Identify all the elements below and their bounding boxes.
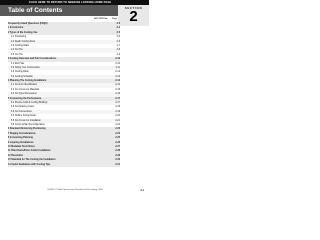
toc-entry-label: 3.3 Cooling Ratio: [11, 71, 29, 74]
toc-entry-label: 3.1 Roof Site: [11, 62, 25, 65]
toc-entry-page: 2-18: [115, 106, 120, 109]
toc-entry-page: 2-20: [115, 115, 120, 118]
footer-page-number: 2-1: [140, 189, 144, 192]
toc-entry-page: 2-10: [115, 62, 120, 65]
toc-entry-label: 1 Introduction: [8, 27, 24, 30]
toc-entry-label: 5.2 Cut Spacing Lower: [11, 106, 35, 109]
column-header-page: Page: [112, 18, 118, 20]
toc-entry-page: 2-30: [115, 159, 120, 162]
toc-entry-page: 2-10: [115, 58, 120, 61]
page-footer: [0, 189, 149, 195]
footer-text: GUIDE TO Radio Specification Standard for Ele Looking, 2008: [47, 189, 103, 191]
toc-entry-page: 2-6: [116, 40, 120, 43]
toc-entry-label: 5.6 Comp Ashlar Reconfiguration: [11, 123, 45, 126]
toc-entry-page: 2-9: [116, 53, 120, 56]
toc-entry-page: 2-22: [115, 123, 120, 126]
toc-entry-label: 8 Connecting Planning: [8, 137, 33, 140]
toc-entry-label: 13 Standard for The Cooling the Installation: [8, 159, 56, 162]
toc-entry-page: 2-12: [115, 71, 120, 74]
section-tab: [118, 5, 149, 26]
return-home-link[interactable]: CLICK HERE TO RETURN TO SEB/EOB LOOKING HOME PAGE: [28, 1, 112, 4]
toc-entry-page: 2-14: [115, 80, 120, 83]
toc-entry-page: 2-26: [115, 141, 120, 144]
toc-entry-label: 2.2 Depth Cooling Floor: [11, 40, 36, 43]
toc-entry-page: 2-23: [115, 128, 120, 131]
toc-entry-page: 2-3: [116, 23, 120, 25]
toc-entry-page: 2-19: [115, 110, 120, 113]
toc-entry-label: 4 Planning The Cooling Installation: [8, 80, 47, 83]
toc-entry-label: 10 Modulate Tests Notes: [8, 145, 35, 148]
toc-entry-label: 2.3 Cooling Walls: [11, 44, 29, 47]
column-header-section: SECTION No.: [94, 18, 108, 20]
toc-entry-label: 3.4 Cooling Schedule: [11, 75, 33, 78]
toc-entry-label: 5.4 Outline Sizing Detail: [11, 115, 36, 118]
toc-entry-page: 2-29: [115, 154, 120, 157]
page-title: Table of Contents: [8, 7, 63, 14]
toc-entry-label: 4.2 Cut Cross Cut Materials: [11, 88, 40, 91]
toc-entry-page: 2-24: [115, 132, 120, 135]
toc-entry-label: 3 Cooling Overview and Site Considerations: [8, 58, 57, 61]
toc-list: [8, 22, 120, 167]
section-number: 2: [129, 8, 138, 25]
toc-row[interactable]: [8, 163, 120, 167]
toc-entry-page: 2-15: [115, 88, 120, 91]
toc-entry-label: 2.4 Cut The: [11, 49, 23, 52]
toc-entry-label: 2 Types of Ele Cooling Use: [8, 31, 38, 34]
toc-entry-page: 2-16: [115, 93, 120, 96]
toc-entry-label: 14 Useful Guidelines with Cooling Tips: [8, 163, 51, 166]
toc-entry-page: 2-27: [115, 145, 120, 148]
section-label: SECTION: [124, 6, 143, 10]
toc-entry-page: 2-25: [115, 137, 120, 140]
toc-entry-label: 9 Layering Installations: [8, 141, 34, 144]
toc-entry-page: 2-17: [115, 102, 120, 105]
toc-entry-label: 11 Plant Ducts/Floor Ashlar Installation: [8, 150, 51, 153]
toc-entry-page: 2-28: [115, 150, 120, 153]
toc-entry-page: 2-17: [115, 97, 120, 100]
toc-entry-label: 5.3 Cut Connections: [11, 110, 32, 113]
toc-entry-label: 12 Resolution: [8, 154, 24, 157]
toc-entry-page: 2-5: [116, 36, 120, 39]
toc-entry-label: 5.1 Precise Cold & Cooling Building: [11, 102, 48, 105]
toc-entry-page: 2-21: [115, 119, 120, 122]
toc-entry-label: 7 Staging Considerations: [8, 132, 36, 135]
toc-entry-page: 2-5: [116, 31, 120, 34]
toc-entry-label: 5 Connecting the Performance: [8, 97, 42, 100]
toc-entry-label: 2.1 Introducing: [11, 36, 27, 39]
toc-entry-label: 4.1 Cut Intro Identification: [11, 84, 38, 87]
toc-entry-label: 5.5 Cut Cross Cut Installation: [11, 119, 41, 122]
toc-entry-page: 2-14: [115, 84, 120, 87]
toc-entry-page: 2-7: [116, 44, 120, 47]
toc-entry-label: 3.2 Sizing Your Construction: [11, 66, 40, 69]
toc-entry-label: Frequently Asked Questions (FAQS): [8, 23, 48, 25]
toc-entry-label: 4.3 Cut Type Dimensions: [11, 93, 37, 96]
toc-entry-page: 2-8: [116, 49, 120, 52]
toc-entry-label: 6 Standard Monitoring Positioning: [8, 128, 46, 131]
toc-entry-page: 2-4: [116, 27, 120, 30]
toc-entry-label: 2.5 Cut The: [11, 53, 23, 56]
toc-entry-page: 2-11: [115, 66, 120, 69]
toc-entry-page: 2-31: [115, 163, 120, 166]
toc-entry-page: 2-13: [115, 75, 120, 78]
